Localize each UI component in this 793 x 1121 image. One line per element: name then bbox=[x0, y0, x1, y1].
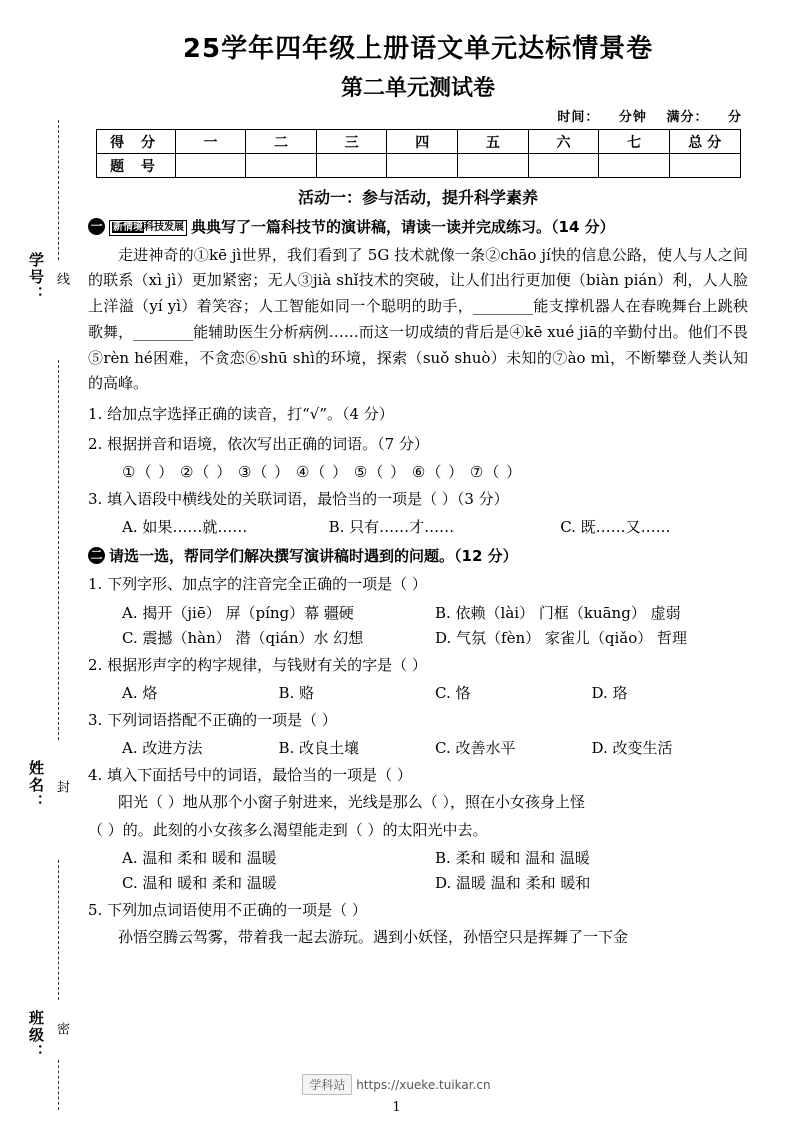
paper-content bbox=[88, 28, 748, 951]
q2-item-1-text: 下列字形、加点字的注音完全正确的一项是（ ） bbox=[107, 575, 427, 594]
q1-item-1-text: 给加点字选择正确的读音，打“√”。（4 分） bbox=[107, 405, 394, 424]
q1-item-3-no: 3. bbox=[88, 489, 103, 508]
seal-line-label: 线 bbox=[54, 272, 69, 291]
q2-item-3-option-c[interactable]: C. 改善水平 bbox=[435, 738, 516, 757]
score-table-row-number bbox=[96, 154, 740, 178]
score-cell-7: 七 bbox=[599, 130, 670, 154]
q2-item-4-option-a[interactable]: A. 温和 柔和 暖和 温暖 bbox=[122, 849, 277, 868]
q2-item-4-options-row-2 bbox=[88, 872, 748, 893]
q1-item-2 bbox=[88, 432, 748, 457]
question-2-number: 二 bbox=[88, 547, 105, 564]
score-row-head: 得 分 bbox=[96, 130, 175, 154]
dashed-line-3 bbox=[58, 860, 59, 1000]
page-number: 1 bbox=[392, 1100, 401, 1115]
score-cell-total: 总 分 bbox=[669, 130, 740, 154]
seal-mi-label: 密 bbox=[54, 1022, 69, 1041]
question-1-heading bbox=[88, 216, 748, 239]
q2-item-3-no: 3. bbox=[88, 710, 103, 729]
q1-item-3-options bbox=[88, 516, 748, 537]
q1-item-3-option-b[interactable]: B. 只有……才…… bbox=[328, 517, 455, 536]
q2-item-2 bbox=[88, 653, 748, 678]
score-table-row-score bbox=[96, 130, 740, 154]
dashed-line-1 bbox=[58, 120, 59, 260]
page-subtitle: 第二单元测试卷 bbox=[340, 76, 495, 101]
new-scenario-badge bbox=[109, 220, 187, 236]
student-id-label: 学号： bbox=[27, 252, 45, 303]
q2-item-1-no: 1. bbox=[88, 575, 103, 594]
time-label: 时间： bbox=[557, 110, 600, 125]
q2-item-2-option-a[interactable]: A. 烙 bbox=[122, 683, 158, 702]
number-cell-1[interactable] bbox=[175, 154, 246, 178]
number-row-head: 题 号 bbox=[96, 154, 175, 178]
q2-item-1-option-d[interactable]: D. 气氛（fèn） 家雀儿（qiǎo） 哲理 bbox=[435, 628, 688, 647]
score-cell-2: 二 bbox=[246, 130, 317, 154]
number-cell-6[interactable] bbox=[528, 154, 599, 178]
q1-item-1 bbox=[88, 402, 748, 427]
activity-heading: 活动一：参与活动，提升科学素养 bbox=[297, 188, 538, 207]
q2-item-4-option-d[interactable]: D. 温暖 温和 柔和 暖和 bbox=[435, 874, 591, 893]
q1-item-3-option-a[interactable]: A. 如果……就…… bbox=[122, 517, 248, 536]
score-unit: 分 bbox=[727, 110, 742, 125]
time-unit: 分钟 bbox=[618, 110, 647, 125]
badge-left-text: 新情境 bbox=[113, 222, 143, 233]
q2-item-4 bbox=[88, 763, 748, 788]
student-name-label: 姓名： bbox=[27, 760, 45, 811]
left-margin-column bbox=[0, 0, 86, 1121]
q2-item-4-passage-line-2: （ ）的。此刻的小女孩多么渴望能走到（ ）的太阳光中去。 bbox=[88, 820, 488, 839]
dashed-line-2 bbox=[58, 360, 59, 740]
q2-item-2-text: 根据形声字的构字规律，与钱财有关的字是（ ） bbox=[107, 655, 427, 674]
q2-item-5 bbox=[88, 898, 748, 923]
q2-item-2-option-c[interactable]: C. 恪 bbox=[435, 683, 471, 702]
score-cell-6: 六 bbox=[528, 130, 599, 154]
q2-item-3-options bbox=[88, 737, 748, 758]
number-cell-4[interactable] bbox=[387, 154, 458, 178]
question-1-score: （14 分） bbox=[551, 218, 615, 236]
score-cell-1: 一 bbox=[175, 130, 246, 154]
score-cell-5: 五 bbox=[458, 130, 529, 154]
q1-item-3-text: 填入语段中横线处的关联词语，最恰当的一项是（ ）（3 分） bbox=[107, 489, 509, 508]
q2-item-4-no: 4. bbox=[88, 765, 103, 784]
q1-item-2-text: 根据拼音和语境，依次写出正确的词语。（7 分） bbox=[107, 435, 429, 454]
question-1-stem: 典典写了一篇科技节的演讲稿，请读一读并完成练习。 bbox=[191, 218, 552, 236]
q2-item-1-options-row-1 bbox=[88, 602, 748, 623]
watermark-tag: 学科站 bbox=[302, 1074, 352, 1095]
score-cell-3: 三 bbox=[316, 130, 387, 154]
page-title: 25学年四年级上册语文单元达标情景卷 bbox=[182, 34, 654, 64]
q2-item-2-option-b[interactable]: B. 赂 bbox=[278, 683, 315, 702]
q1-item-1-no: 1. bbox=[88, 405, 103, 424]
q1-item-3-option-c[interactable]: C. 既……又…… bbox=[560, 517, 671, 536]
q2-item-4-options-row-1 bbox=[88, 847, 748, 868]
q2-item-1-option-a[interactable]: A. 揭开（jiē） 屏（píng）幕 疆硬 bbox=[122, 603, 354, 622]
q2-item-1-options-row-2 bbox=[88, 627, 748, 648]
number-cell-7[interactable] bbox=[599, 154, 670, 178]
q2-item-5-text: 下列加点词语使用不正确的一项是（ ） bbox=[107, 901, 367, 920]
score-cell-4: 四 bbox=[387, 130, 458, 154]
q2-item-2-option-d[interactable]: D. 珞 bbox=[591, 683, 628, 702]
number-cell-total[interactable] bbox=[669, 154, 740, 178]
q2-item-3-option-a[interactable]: A. 改进方法 bbox=[122, 738, 203, 757]
q2-item-3-text: 下列词语搭配不正确的一项是（ ） bbox=[107, 710, 337, 729]
time-score-line bbox=[88, 106, 742, 125]
q2-item-5-no: 5. bbox=[88, 901, 103, 920]
number-cell-3[interactable] bbox=[316, 154, 387, 178]
q2-item-2-options bbox=[88, 682, 748, 703]
number-cell-5[interactable] bbox=[458, 154, 529, 178]
question-2-heading bbox=[88, 545, 748, 568]
q2-item-5-passage-line-1: 孙悟空腾云驾雾，带着我一起去游玩。遇到小妖怪，孙悟空只是挥舞了一下金 bbox=[118, 928, 629, 947]
q2-item-4-option-c[interactable]: C. 温和 暖和 柔和 温暖 bbox=[122, 874, 277, 893]
watermark-url: https://xueke.tuikar.cn bbox=[356, 1078, 491, 1092]
watermark bbox=[0, 1074, 793, 1095]
q1-item-2-blanks[interactable]: ①（ ） ②（ ） ③（ ） ④（ ） ⑤（ ） ⑥（ ） ⑦（ ） bbox=[122, 462, 523, 481]
q2-item-3-option-d[interactable]: D. 改变生活 bbox=[591, 738, 673, 757]
q2-item-1 bbox=[88, 572, 748, 597]
q1-item-3 bbox=[88, 487, 748, 512]
q2-item-2-no: 2. bbox=[88, 655, 103, 674]
fullscore-label: 满分： bbox=[666, 110, 709, 125]
q2-item-4-text: 填入下面括号中的词语，最恰当的一项是（ ） bbox=[107, 765, 412, 784]
q2-item-1-option-b[interactable]: B. 依赖（lài） 门框（kuāng） 虚弱 bbox=[435, 603, 681, 622]
score-table bbox=[96, 129, 741, 178]
badge-right-text: 科技发展 bbox=[144, 222, 184, 233]
q2-item-1-option-c[interactable]: C. 震撼（hàn） 潜（qián）水 幻想 bbox=[122, 628, 364, 647]
question-2-score: （12 分） bbox=[454, 546, 518, 565]
question-2-stem: 请选一选，帮同学们解决撰写演讲稿时遇到的问题。 bbox=[109, 546, 455, 565]
question-1-number: 一 bbox=[88, 218, 105, 235]
class-label: 班级： bbox=[27, 1010, 45, 1061]
q1-item-2-no: 2. bbox=[88, 435, 103, 454]
question-1-passage: 走进神奇的①kē jì世界，我们看到了 5G 技术就像一条②chāo jí快的信息公路，使人与人之间的联系（xì jì）更加紧密；无人③jià shǐ技术的突破，让人们出行更加便（biàn pián）利，人人脸上洋溢（yí yì）着笑容；人工智能如同一个聪明的助手，________能支撑机器人在春晚舞台上跳秧歌舞，________能辅助医生分析病例……而这一切成绩的背后是④kē xué jiā的辛勤付出。他们不畏⑤rèn hé困难，不贪恋⑥shū shì的环境，探索（suǒ shuò）未知的⑦ào mì，不断攀登人类认知的高峰。 bbox=[88, 245, 748, 393]
q2-item-3-option-b[interactable]: B. 改良土壤 bbox=[278, 738, 360, 757]
number-cell-2[interactable] bbox=[246, 154, 317, 178]
q2-item-3 bbox=[88, 708, 748, 733]
q2-item-4-passage-line-1: 阳光（ ）地从那个小窗子射进来，光线是那么（ ），照在小女孩身上怪 bbox=[118, 793, 586, 812]
seal-feng-label: 封 bbox=[54, 780, 69, 799]
q2-item-4-option-b[interactable]: B. 柔和 暖和 温和 温暖 bbox=[435, 849, 590, 868]
